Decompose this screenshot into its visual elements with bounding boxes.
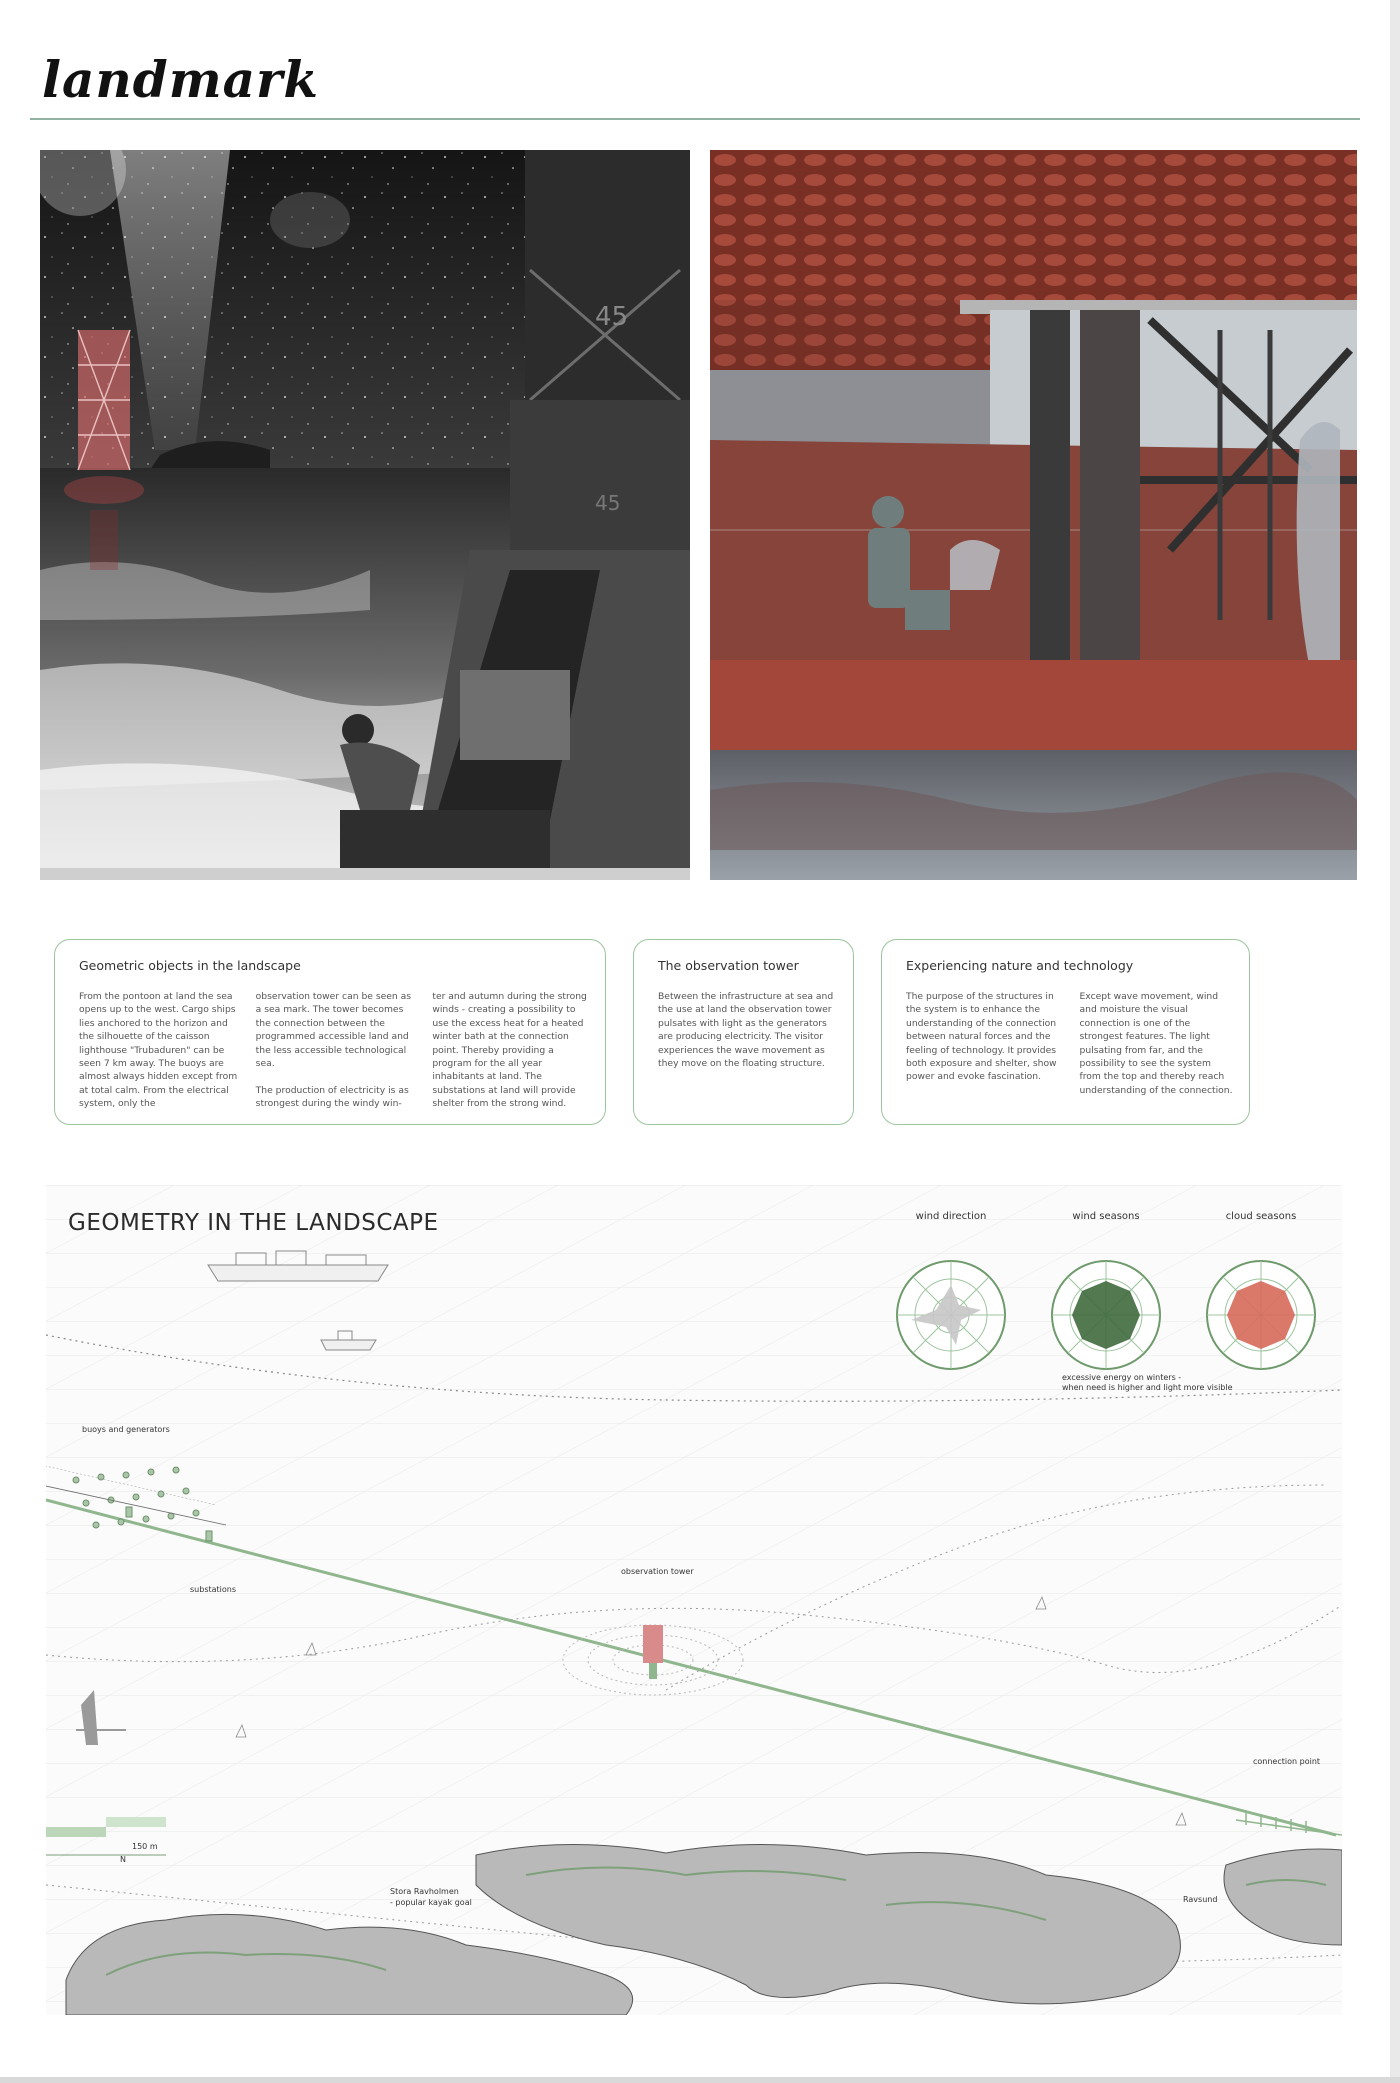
page-edge [1390,0,1400,2083]
night-sea-image [40,150,690,880]
diagram-title: GEOMETRY IN THE LANDSCAPE [68,1210,439,1236]
card-text-column: observation tower can be seen as a sea mark. The tower becomes the connection between the programmed accessible land and the less accessible technological sea. The production of electricity is as strongest during the windy win- [255,991,412,1110]
cloud-seasons-rose [1207,1261,1315,1369]
card-heading: Geometric objects in the landscape [79,958,301,973]
label-buoys: buoys and generators [82,1425,170,1434]
tower-interior-image [710,150,1357,880]
title-divider [30,118,1360,120]
rose-title-cloud-seasons: cloud seasons [1225,1211,1297,1222]
wind-direction-rose [897,1261,1005,1369]
rose-title-wind-direction: wind direction [915,1211,987,1222]
label-north: N [120,1855,126,1864]
label-stora-ravholmen: Stora Ravholmen - popular kayak goal [390,1887,472,1907]
page-title: landmark [42,50,319,109]
card-text-column: From the pontoon at land the sea opens up to the west. Cargo ships lies anchored to the horizon and the silhouette of the caisson lighthouse "Trubaduren" can be seen 7 km away. The buoys are almost always hidden except from at total calm. From the electrical system, only the [79,991,238,1110]
landscape-axonometric-diagram [46,1185,1342,2015]
info-card-geometric-objects [54,939,606,1125]
card-heading: The observation tower [658,958,799,973]
card-heading: Experiencing nature and technology [906,958,1134,973]
wind-seasons-rose [1052,1261,1160,1369]
label-ravsund: Ravsund [1183,1895,1218,1904]
info-card-observation-tower [633,939,854,1125]
label-scale: 150 m [132,1842,158,1851]
label-observation-tower: observation tower [621,1567,694,1576]
svg-text:45: 45 [595,491,621,515]
card-text-column: ter and autumn during the strong winds - creating a possibility to use the excess heat for a heated winter bath at the connection point. Thereby providing a program for the all year inhabitants at land. The substations at land will provide shelter from the strong wind. [432,991,587,1110]
info-card-nature-technology [881,939,1250,1125]
label-connection-point: connection point [1253,1757,1321,1766]
card-text-column: The purpose of the structures in the system is to enhance the understanding of the connection between natural forces and the feeling of technology. It provides both exposure and shelter, show power and evoke fascination. [906,991,1057,1083]
page-bottom-edge [0,2077,1400,2083]
card-text-column: Except wave movement, wind and moisture the visual connection is one of the strongest features. The light pulsating from far, and the possibility to see the system from the top and thereby reach understanding of the connection. [1079,991,1233,1096]
label-substations: substations [190,1585,237,1594]
rose-title-wind-seasons: wind seasons [1072,1211,1140,1222]
rose-note: excessive energy on winters - when need is higher and light more visible [1062,1373,1233,1392]
card-text-column: Between the infrastructure at sea and the use at land the observation tower pulsates with light as the generators are producing electricity. The visitor experiences the wave movement as they move on the floating structure. [658,991,834,1070]
svg-text:45: 45 [595,302,629,332]
